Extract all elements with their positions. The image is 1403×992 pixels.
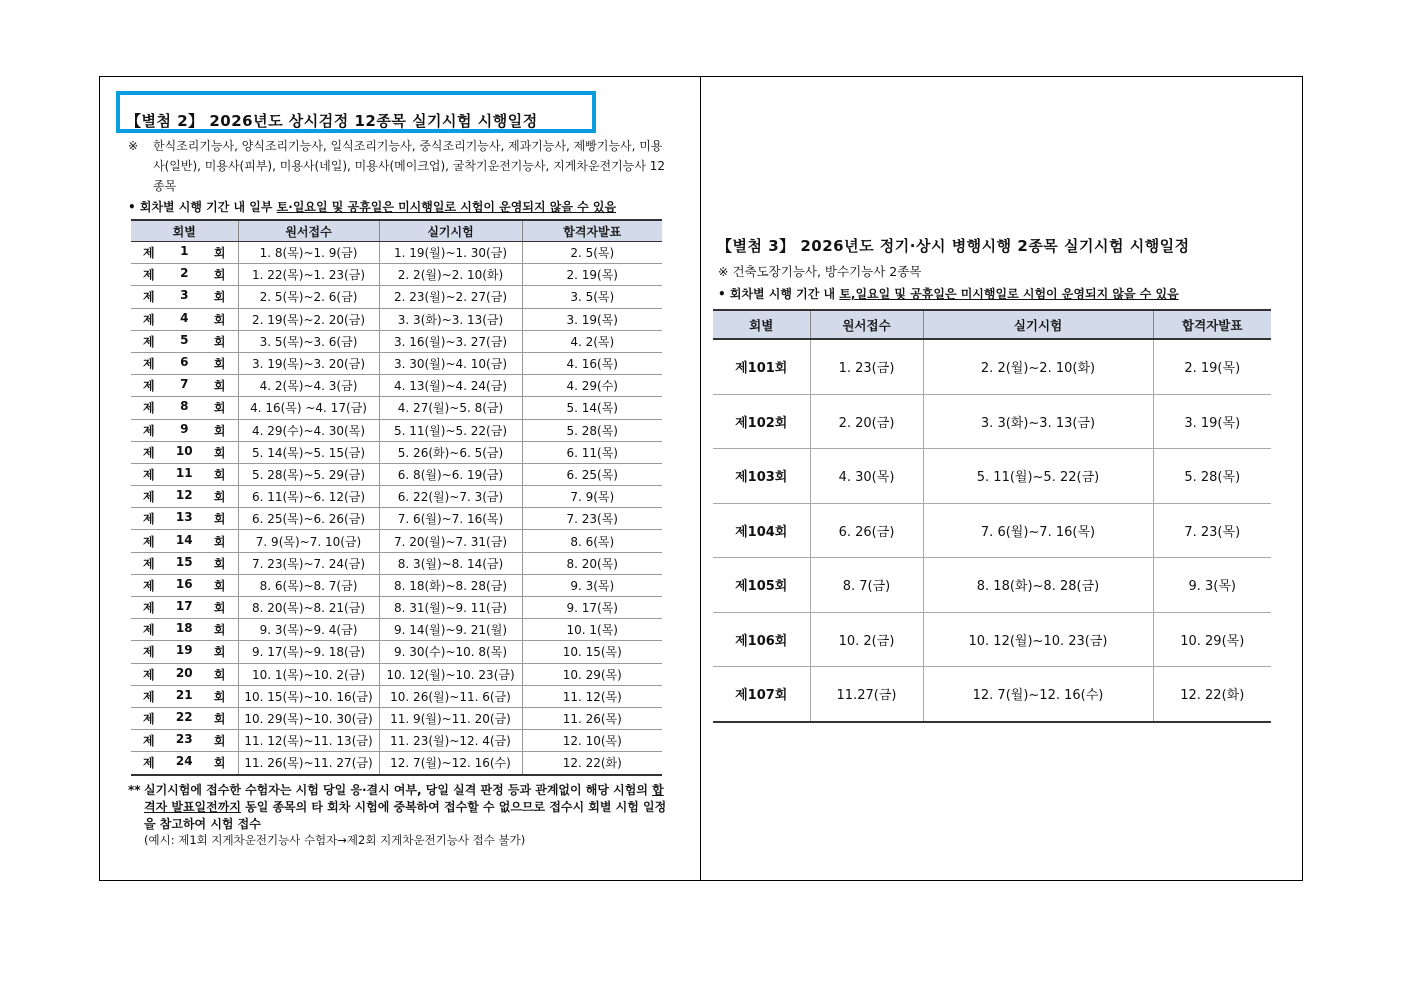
round-prefix: 제 bbox=[143, 290, 155, 305]
registration-cell: 4. 2(목)~4. 3(금) bbox=[238, 375, 379, 397]
round-prefix: 제 bbox=[143, 734, 155, 749]
result-cell: 2. 19(목) bbox=[522, 264, 662, 286]
round-cell bbox=[131, 619, 238, 641]
round-cell bbox=[131, 242, 238, 264]
round-prefix: 제 bbox=[143, 246, 155, 261]
round-cell bbox=[131, 574, 238, 596]
round-suffix: 회 bbox=[213, 667, 226, 682]
registration-cell: 6. 26(금) bbox=[810, 503, 923, 558]
round-prefix: 제 bbox=[143, 623, 155, 638]
round-cell bbox=[131, 264, 238, 286]
round-number: 22 bbox=[175, 710, 193, 725]
right-schedule-table bbox=[713, 309, 1271, 723]
registration-cell: 10. 29(목)~10. 30(금) bbox=[238, 707, 379, 729]
exam-cell: 4. 27(월)~5. 8(금) bbox=[379, 397, 522, 419]
round-suffix: 회 bbox=[213, 401, 226, 416]
round-prefix: 제 bbox=[143, 268, 155, 283]
registration-cell: 10. 1(목)~10. 2(금) bbox=[238, 663, 379, 685]
bullet-prefix: • 회차별 시행 기간 내 일부 bbox=[128, 200, 277, 214]
exam-cell: 9. 14(월)~9. 21(월) bbox=[379, 619, 522, 641]
table-row bbox=[131, 419, 662, 441]
table-row bbox=[131, 286, 662, 308]
round-cell bbox=[131, 508, 238, 530]
round-number: 23 bbox=[175, 732, 193, 747]
registration-cell: 10. 15(목)~10. 16(금) bbox=[238, 685, 379, 707]
exam-cell: 10. 12(월)~10. 23(금) bbox=[379, 663, 522, 685]
exam-cell: 12. 7(월)~12. 16(수) bbox=[923, 667, 1153, 722]
table-row bbox=[713, 558, 1271, 613]
round-number: 16 bbox=[175, 576, 193, 591]
foot-bold: 합격자 발표일전까지 bbox=[144, 783, 664, 814]
note-text: 한식조리기능사, 양식조리기능사, 일식조리기능사, 중식조리기능사, 제과기능사, 제빵기능사, 미용사(일반), 미용사(피부), 미용사(네일), 미용사(메이크업), 굴착기운전기능사, 지게차운전기능사 12종목 bbox=[153, 139, 665, 193]
table-row bbox=[131, 397, 662, 419]
round-cell bbox=[131, 685, 238, 707]
round-cell bbox=[131, 486, 238, 508]
result-cell: 2. 19(목) bbox=[1153, 339, 1271, 394]
table-row bbox=[713, 339, 1271, 394]
round-prefix: 제 bbox=[143, 556, 155, 571]
round-suffix: 회 bbox=[213, 689, 226, 704]
exam-cell: 3. 16(월)~3. 27(금) bbox=[379, 330, 522, 352]
registration-cell: 7. 23(목)~7. 24(금) bbox=[238, 552, 379, 574]
registration-cell: 4. 30(목) bbox=[810, 449, 923, 504]
registration-cell: 7. 9(목)~7. 10(금) bbox=[238, 530, 379, 552]
round-suffix: 회 bbox=[213, 645, 226, 660]
round-cell bbox=[131, 397, 238, 419]
table-row bbox=[131, 463, 662, 485]
round-number: 10 bbox=[175, 443, 193, 458]
round-suffix: 회 bbox=[213, 312, 226, 327]
round-number: 24 bbox=[175, 754, 193, 769]
result-cell: 3. 19(목) bbox=[1153, 394, 1271, 449]
table-row bbox=[131, 730, 662, 752]
round-cell bbox=[131, 286, 238, 308]
registration-cell: 1. 22(목)~1. 23(금) bbox=[238, 264, 379, 286]
bullet-prefix: • 회차별 시행 기간 내 bbox=[718, 287, 840, 301]
result-cell: 7. 23(목) bbox=[1153, 503, 1271, 558]
result-cell: 12. 22(화) bbox=[1153, 667, 1271, 722]
round-suffix: 회 bbox=[213, 423, 226, 438]
result-cell: 10. 1(목) bbox=[522, 619, 662, 641]
exam-cell: 2. 2(월)~2. 10(화) bbox=[379, 264, 522, 286]
left-schedule-table bbox=[131, 219, 662, 776]
table-header-row bbox=[131, 220, 662, 242]
registration-cell: 11. 26(목)~11. 27(금) bbox=[238, 752, 379, 775]
round-number: 8 bbox=[180, 399, 189, 414]
round-prefix: 제 bbox=[143, 423, 155, 438]
exam-cell: 10. 12(월)~10. 23(금) bbox=[923, 612, 1153, 667]
panel-divider bbox=[700, 76, 701, 881]
result-cell: 4. 29(수) bbox=[522, 375, 662, 397]
exam-cell: 5. 26(화)~6. 5(금) bbox=[379, 441, 522, 463]
table-header-row bbox=[713, 310, 1271, 339]
round-number: 4 bbox=[180, 310, 189, 325]
result-cell: 7. 9(목) bbox=[522, 486, 662, 508]
round-number: 7 bbox=[180, 377, 189, 392]
table-row bbox=[131, 619, 662, 641]
exam-cell: 2. 2(월)~2. 10(화) bbox=[923, 339, 1153, 394]
round-suffix: 회 bbox=[213, 290, 226, 305]
round-number: 17 bbox=[175, 599, 193, 614]
exam-cell: 2. 23(월)~2. 27(금) bbox=[379, 286, 522, 308]
header-result: 합격자발표 bbox=[1153, 310, 1271, 339]
registration-cell: 2. 19(목)~2. 20(금) bbox=[238, 308, 379, 330]
round-suffix: 회 bbox=[213, 578, 226, 593]
registration-cell: 2. 20(금) bbox=[810, 394, 923, 449]
exam-cell: 12. 7(월)~12. 16(수) bbox=[379, 752, 522, 775]
registration-cell: 1. 8(목)~1. 9(금) bbox=[238, 242, 379, 264]
exam-cell: 7. 20(월)~7. 31(금) bbox=[379, 530, 522, 552]
round-cell bbox=[131, 597, 238, 619]
header-round: 회별 bbox=[131, 220, 238, 242]
exam-cell: 5. 11(월)~5. 22(금) bbox=[923, 449, 1153, 504]
table-row bbox=[131, 264, 662, 286]
header-exam: 실기시험 bbox=[923, 310, 1153, 339]
round-suffix: 회 bbox=[213, 445, 226, 460]
result-cell: 12. 10(목) bbox=[522, 730, 662, 752]
header-registration: 원서접수 bbox=[810, 310, 923, 339]
result-cell: 10. 29(목) bbox=[1153, 612, 1271, 667]
round-suffix: 회 bbox=[213, 357, 226, 372]
table-row bbox=[131, 375, 662, 397]
round-prefix: 제 bbox=[143, 689, 155, 704]
header-round: 회별 bbox=[713, 310, 810, 339]
exam-cell: 8. 3(월)~8. 14(금) bbox=[379, 552, 522, 574]
registration-cell: 3. 19(목)~3. 20(금) bbox=[238, 352, 379, 374]
registration-cell: 11.27(금) bbox=[810, 667, 923, 722]
round-cell bbox=[131, 663, 238, 685]
round-cell: 제101회 bbox=[713, 339, 810, 394]
round-prefix: 제 bbox=[143, 357, 155, 372]
round-prefix: 제 bbox=[143, 645, 155, 660]
table-row bbox=[131, 597, 662, 619]
round-number: 6 bbox=[180, 355, 189, 370]
registration-cell: 1. 23(금) bbox=[810, 339, 923, 394]
result-cell: 8. 6(목) bbox=[522, 530, 662, 552]
round-number: 5 bbox=[180, 332, 189, 347]
round-prefix: 제 bbox=[143, 490, 155, 505]
note-mark: ※ bbox=[128, 139, 139, 153]
round-cell: 제104회 bbox=[713, 503, 810, 558]
round-cell bbox=[131, 352, 238, 374]
round-suffix: 회 bbox=[213, 534, 226, 549]
round-prefix: 제 bbox=[143, 712, 155, 727]
registration-cell: 4. 16(목) ~4. 17(금) bbox=[238, 397, 379, 419]
round-number: 15 bbox=[175, 554, 193, 569]
exam-cell: 7. 6(월)~7. 16(목) bbox=[379, 508, 522, 530]
table-row bbox=[131, 752, 662, 775]
table-row bbox=[131, 685, 662, 707]
left-bullet bbox=[128, 198, 616, 215]
round-prefix: 제 bbox=[143, 578, 155, 593]
table-row bbox=[131, 330, 662, 352]
left-note bbox=[128, 136, 673, 196]
round-prefix: 제 bbox=[143, 379, 155, 394]
table-row bbox=[131, 508, 662, 530]
exam-cell: 8. 31(월)~9. 11(금) bbox=[379, 597, 522, 619]
registration-cell: 9. 17(목)~9. 18(금) bbox=[238, 641, 379, 663]
right-title: 【별첨 3】 2026년도 정기·상시 병행시행 2종목 실기시험 시행일정 bbox=[717, 237, 1190, 255]
result-cell: 6. 25(목) bbox=[522, 463, 662, 485]
round-cell bbox=[131, 730, 238, 752]
table-row bbox=[713, 503, 1271, 558]
table-row bbox=[131, 308, 662, 330]
result-cell: 5. 28(목) bbox=[522, 419, 662, 441]
exam-cell: 3. 30(월)~4. 10(금) bbox=[379, 352, 522, 374]
result-cell: 8. 20(목) bbox=[522, 552, 662, 574]
round-suffix: 회 bbox=[213, 601, 226, 616]
registration-cell: 8. 7(금) bbox=[810, 558, 923, 613]
exam-cell: 8. 18(화)~8. 28(금) bbox=[923, 558, 1153, 613]
round-prefix: 제 bbox=[143, 334, 155, 349]
foot-part2: 동일 종목의 타 회차 시험에 중복하여 접수할 수 없으므로 접수시 회별 시험 일정을 참고하여 시험 접수 bbox=[144, 800, 667, 831]
registration-cell: 10. 2(금) bbox=[810, 612, 923, 667]
exam-cell: 10. 26(월)~11. 6(금) bbox=[379, 685, 522, 707]
round-cell: 제106회 bbox=[713, 612, 810, 667]
bullet-underlined: 토,일요일 및 공휴일은 미시행일로 시험이 운영되지 않을 수 있음 bbox=[839, 287, 1179, 301]
exam-cell: 1. 19(월)~1. 30(금) bbox=[379, 242, 522, 264]
round-cell bbox=[131, 752, 238, 775]
round-prefix: 제 bbox=[143, 601, 155, 616]
registration-cell: 5. 28(목)~5. 29(금) bbox=[238, 463, 379, 485]
round-suffix: 회 bbox=[213, 379, 226, 394]
registration-cell: 9. 3(목)~9. 4(금) bbox=[238, 619, 379, 641]
round-suffix: 회 bbox=[213, 334, 226, 349]
registration-cell: 6. 11(목)~6. 12(금) bbox=[238, 486, 379, 508]
round-prefix: 제 bbox=[143, 667, 155, 682]
round-cell: 제105회 bbox=[713, 558, 810, 613]
round-cell bbox=[131, 530, 238, 552]
round-cell: 제102회 bbox=[713, 394, 810, 449]
result-cell: 7. 23(목) bbox=[522, 508, 662, 530]
round-number: 20 bbox=[175, 665, 193, 680]
exam-cell: 6. 8(월)~6. 19(금) bbox=[379, 463, 522, 485]
round-number: 18 bbox=[175, 621, 193, 636]
round-number: 13 bbox=[175, 510, 193, 525]
round-number: 12 bbox=[175, 488, 193, 503]
round-cell: 제107회 bbox=[713, 667, 810, 722]
table-row bbox=[131, 530, 662, 552]
header-exam: 실기시험 bbox=[379, 220, 522, 242]
round-suffix: 회 bbox=[213, 512, 226, 527]
round-cell bbox=[131, 308, 238, 330]
round-cell bbox=[131, 441, 238, 463]
exam-cell: 5. 11(월)~5. 22(금) bbox=[379, 419, 522, 441]
table-row bbox=[131, 486, 662, 508]
round-number: 9 bbox=[180, 421, 189, 436]
registration-cell: 3. 5(목)~3. 6(금) bbox=[238, 330, 379, 352]
round-suffix: 회 bbox=[213, 268, 226, 283]
round-suffix: 회 bbox=[213, 467, 226, 482]
registration-cell: 11. 12(목)~11. 13(금) bbox=[238, 730, 379, 752]
left-footnote bbox=[128, 782, 673, 833]
round-prefix: 제 bbox=[143, 512, 155, 527]
round-suffix: 회 bbox=[213, 734, 226, 749]
round-cell: 제103회 bbox=[713, 449, 810, 504]
round-cell bbox=[131, 707, 238, 729]
left-title: 【별첨 2】 2026년도 상시검정 12종목 실기시험 시행일정 bbox=[126, 112, 538, 130]
registration-cell: 6. 25(목)~6. 26(금) bbox=[238, 508, 379, 530]
registration-cell: 8. 6(목)~8. 7(금) bbox=[238, 574, 379, 596]
registration-cell: 4. 29(수)~4. 30(목) bbox=[238, 419, 379, 441]
result-cell: 12. 22(화) bbox=[522, 752, 662, 775]
round-suffix: 회 bbox=[213, 623, 226, 638]
footnote-example: (예시: 제1회 지게차운전기능사 수험자→제2회 지게차운전기능사 접수 불가) bbox=[144, 833, 526, 847]
result-cell: 10. 15(목) bbox=[522, 641, 662, 663]
table-row bbox=[131, 242, 662, 264]
round-cell bbox=[131, 419, 238, 441]
exam-cell: 9. 30(수)~10. 8(목) bbox=[379, 641, 522, 663]
exam-cell: 6. 22(월)~7. 3(금) bbox=[379, 486, 522, 508]
result-cell: 9. 3(목) bbox=[522, 574, 662, 596]
exam-cell: 11. 23(월)~12. 4(금) bbox=[379, 730, 522, 752]
round-number: 11 bbox=[175, 465, 193, 480]
table-row bbox=[713, 449, 1271, 504]
round-number: 14 bbox=[175, 532, 193, 547]
round-suffix: 회 bbox=[213, 490, 226, 505]
round-cell bbox=[131, 463, 238, 485]
result-cell: 10. 29(목) bbox=[522, 663, 662, 685]
result-cell: 2. 5(목) bbox=[522, 242, 662, 264]
round-number: 21 bbox=[175, 687, 193, 702]
round-suffix: 회 bbox=[213, 556, 226, 571]
registration-cell: 5. 14(목)~5. 15(금) bbox=[238, 441, 379, 463]
exam-cell: 3. 3(화)~3. 13(금) bbox=[923, 394, 1153, 449]
result-cell: 6. 11(목) bbox=[522, 441, 662, 463]
result-cell: 5. 14(목) bbox=[522, 397, 662, 419]
round-number: 3 bbox=[180, 288, 189, 303]
table-row bbox=[131, 352, 662, 374]
round-cell bbox=[131, 552, 238, 574]
round-prefix: 제 bbox=[143, 756, 155, 771]
result-cell: 9. 3(목) bbox=[1153, 558, 1271, 613]
result-cell: 3. 19(목) bbox=[522, 308, 662, 330]
result-cell: 5. 28(목) bbox=[1153, 449, 1271, 504]
round-number: 2 bbox=[180, 266, 189, 281]
round-number: 19 bbox=[175, 643, 193, 658]
bullet-underlined: 토·일요일 및 공휴일은 미시행일로 시험이 운영되지 않을 수 있음 bbox=[276, 200, 617, 214]
registration-cell: 2. 5(목)~2. 6(금) bbox=[238, 286, 379, 308]
round-prefix: 제 bbox=[143, 467, 155, 482]
registration-cell: 8. 20(목)~8. 21(금) bbox=[238, 597, 379, 619]
table-row bbox=[131, 707, 662, 729]
result-cell: 4. 16(목) bbox=[522, 352, 662, 374]
table-row bbox=[713, 612, 1271, 667]
result-cell: 11. 12(목) bbox=[522, 685, 662, 707]
foot-mark: ** bbox=[128, 783, 141, 797]
result-cell: 9. 17(목) bbox=[522, 597, 662, 619]
foot-part1: 실기시험에 접수한 수험자는 시험 당일 응·결시 여부, 당일 실격 판정 등과 관계없이 해당 시험의 bbox=[144, 783, 653, 797]
round-suffix: 회 bbox=[213, 756, 226, 771]
table-row bbox=[131, 441, 662, 463]
result-cell: 11. 26(목) bbox=[522, 707, 662, 729]
round-cell bbox=[131, 330, 238, 352]
round-number: 1 bbox=[180, 244, 189, 259]
exam-cell: 8. 18(화)~8. 28(금) bbox=[379, 574, 522, 596]
header-result: 합격자발표 bbox=[522, 220, 662, 242]
header-registration: 원서접수 bbox=[238, 220, 379, 242]
round-prefix: 제 bbox=[143, 312, 155, 327]
round-prefix: 제 bbox=[143, 401, 155, 416]
table-row bbox=[131, 552, 662, 574]
right-note: ※ 건축도장기능사, 방수기능사 2종목 bbox=[718, 264, 922, 279]
table-row bbox=[131, 641, 662, 663]
table-row bbox=[131, 574, 662, 596]
table-row bbox=[713, 667, 1271, 722]
exam-cell: 3. 3(화)~3. 13(금) bbox=[379, 308, 522, 330]
table-row bbox=[131, 663, 662, 685]
exam-cell: 11. 9(월)~11. 20(금) bbox=[379, 707, 522, 729]
round-cell bbox=[131, 641, 238, 663]
round-cell bbox=[131, 375, 238, 397]
exam-cell: 4. 13(월)~4. 24(금) bbox=[379, 375, 522, 397]
round-prefix: 제 bbox=[143, 534, 155, 549]
round-suffix: 회 bbox=[213, 246, 226, 261]
table-row bbox=[713, 394, 1271, 449]
round-suffix: 회 bbox=[213, 712, 226, 727]
round-prefix: 제 bbox=[143, 445, 155, 460]
result-cell: 3. 5(목) bbox=[522, 286, 662, 308]
right-bullet bbox=[718, 285, 1179, 302]
exam-cell: 7. 6(월)~7. 16(목) bbox=[923, 503, 1153, 558]
result-cell: 4. 2(목) bbox=[522, 330, 662, 352]
